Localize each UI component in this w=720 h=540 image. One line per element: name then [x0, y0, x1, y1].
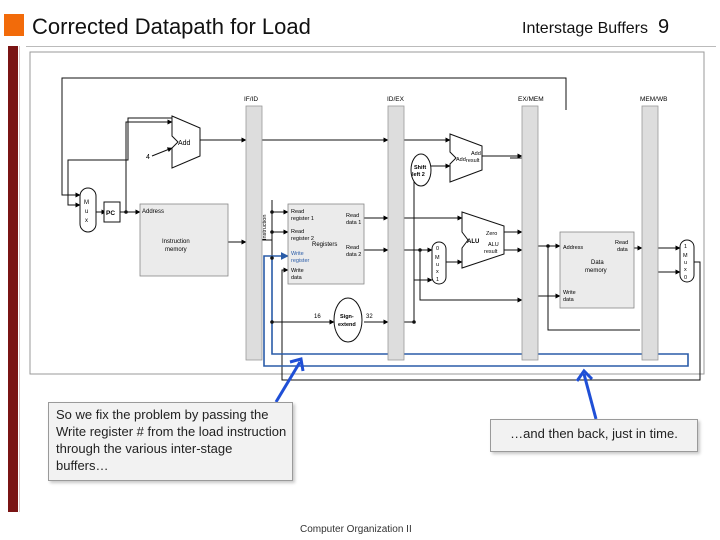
imem-label-line1: Instruction: [162, 239, 190, 245]
memwb-label: MEM/WB: [640, 96, 668, 103]
ifid-register: [246, 106, 262, 360]
exmem-register: [522, 106, 538, 360]
dmem-label-line1: Data: [591, 260, 604, 266]
wb-mux-letter-x: x: [684, 267, 687, 273]
registers-label: Registers: [312, 242, 338, 248]
callout-arrows: [276, 359, 596, 419]
add-result-line2: result: [466, 158, 480, 164]
pc-mux-letter-u: u: [85, 209, 89, 215]
dmem-label-line2: memory: [585, 268, 607, 274]
dmem-read-data-line1: Read: [615, 240, 629, 246]
width-16-label: 16: [314, 314, 321, 320]
figure-frame: [30, 52, 704, 374]
section-title: Interstage Buffers: [522, 20, 648, 37]
instruction-bus-label: Instruction: [262, 214, 268, 240]
slide-title: Corrected Datapath for Load: [32, 14, 311, 39]
imem-label-line2: memory: [165, 247, 187, 253]
branch-add-label: Add: [456, 157, 466, 163]
memwb-register: [642, 106, 658, 360]
dmem-write-data-line1: Write: [563, 290, 576, 296]
callout-fix-explanation: So we fix the problem by passing the Write register # from the load instruction through the various inter-stage buffers…: [48, 402, 293, 481]
pc-label: PC: [106, 210, 116, 217]
alu-zero-label: Zero: [486, 231, 498, 237]
slide-number: 9: [658, 16, 670, 38]
read-data-2-line2: data 2: [346, 252, 362, 258]
dmem-address-label: Address: [563, 245, 584, 251]
right-callout-arrow: [584, 374, 596, 419]
dmem-read-data-line2: data: [617, 247, 628, 253]
idex-label: ID/EX: [387, 96, 404, 103]
read-data-2-line1: Read: [346, 245, 360, 251]
alu-mux-letter-u: u: [436, 262, 440, 268]
alu-result-line2: result: [484, 249, 498, 255]
exmem-label: EX/MEM: [518, 96, 544, 103]
write-register-line2: register: [291, 258, 310, 264]
footer-course-name: Computer Organization II: [300, 524, 412, 535]
read-data-1-line2: data 1: [346, 220, 362, 226]
idex-register: [388, 106, 404, 360]
alu-mux-one: 1: [436, 277, 440, 283]
write-register-line1: Write: [291, 251, 304, 257]
alu-mux-letter-x: x: [436, 269, 439, 275]
alu-mux-zero: 0: [436, 246, 440, 252]
sign-extend-line1: Sign-: [340, 314, 354, 320]
callout-back-in-time: …and then back, just in time.: [490, 419, 698, 452]
left-callout-arrow: [276, 362, 300, 402]
shift-left-line1: Shift: [414, 165, 427, 171]
add-result-line1: Add: [471, 151, 481, 157]
alu-result-line1: ALU: [488, 242, 499, 248]
pc-mux-letter-m: M: [84, 200, 89, 206]
alu-mux-letter-m: M: [435, 255, 440, 261]
imem-address-label: Address: [142, 209, 165, 215]
pc-mux-letter-x: x: [85, 218, 88, 224]
width-32-label: 32: [366, 314, 373, 320]
sign-extend-unit: [334, 298, 362, 342]
wb-mux-letter-u: u: [684, 260, 688, 266]
read-register-1-line2: register 1: [291, 216, 314, 222]
dmem-write-data-line2: data: [563, 297, 574, 303]
constant-four: 4: [146, 154, 150, 161]
write-data-line2: data: [291, 275, 302, 281]
wb-mux-letter-m: M: [683, 253, 688, 259]
shift-left-line2: left 2: [412, 172, 425, 178]
alu-label: ALU: [467, 239, 480, 245]
read-register-1-line1: Read: [291, 209, 305, 215]
sign-extend-line2: extend: [338, 322, 356, 328]
read-register-2-line2: register 2: [291, 236, 314, 242]
write-data-line1: Write: [291, 268, 304, 274]
read-register-2-line1: Read: [291, 229, 305, 235]
add-label: Add: [178, 140, 191, 147]
wb-mux-one: 1: [684, 244, 688, 250]
wb-mux-zero: 0: [684, 275, 688, 281]
read-data-1-line1: Read: [346, 213, 360, 219]
ifid-label: IF/ID: [244, 96, 259, 103]
